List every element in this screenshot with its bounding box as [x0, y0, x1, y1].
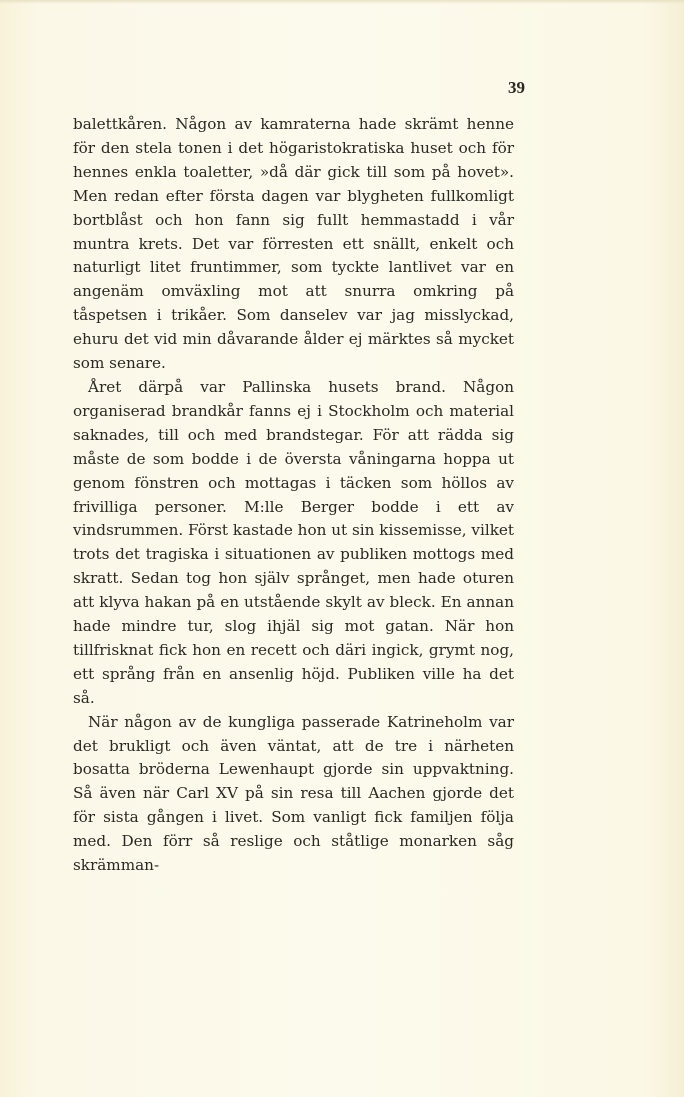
paragraph-3: När någon av de kungliga passerade Katrineholm var det brukligt och även väntat, att de tre i närheten bosatta bröderna Lewenhaupt gjorde sin uppvaktning. Så även när Carl XV på sin resa till Aachen gjorde det för sista gången i livet. Som vanligt fick familjen följa med. Den förr så reslige och ståtlige monarken såg skrämman-: [73, 712, 514, 875]
body-text: [73, 113, 514, 878]
page-number: 39: [508, 78, 525, 97]
paragraph-1: balettkåren. Någon av kamraterna hade skrämt henne för den stela tonen i det högaristokratiska huset och för hennes enkla toaletter, »då där gick till som på hovet». Men redan efter första dagen var blygheten fullkomligt bortblåst och hon fann sig fullt hemmastadd i vår muntra krets. Det var förresten ett snällt, enkelt och naturligt litet fruntimmer, som tyckte lantlivet var en angenäm omväxling mot att snurra omkring på tåspetsen i trikåer. Som danselev var jag misslyckad, ehuru det vid min dåvarande ålder ej märktes så mycket som senare.: [73, 115, 514, 373]
paragraph-2: Året därpå var Pallinska husets brand. Någon organiserad brandkår fanns ej i Stockholm och material saknades, till och med brandstegar. För att rädda sig måste de som bodde i de översta våningarna hoppa ut genom fönstren och mottagas i täcken som höllos av frivilliga personer. M:lle Berger bodde i ett av vindsrummen. Först kastade hon ut sin kissemisse, vilket trots det tragiska i situationen av publiken mottogs med skratt. Sedan tog hon själv språnget, men hade oturen att klyva hakan på en utstående skylt av bleck. En annan hade mindre tur, slog ihjäl sig mot gatan. När hon tillfrisknat fick hon en recett och däri ingick, grymt nog, ett språng från en ansenlig höjd. Publiken ville ha det så.: [73, 377, 514, 707]
page-edge: [0, 0, 684, 4]
